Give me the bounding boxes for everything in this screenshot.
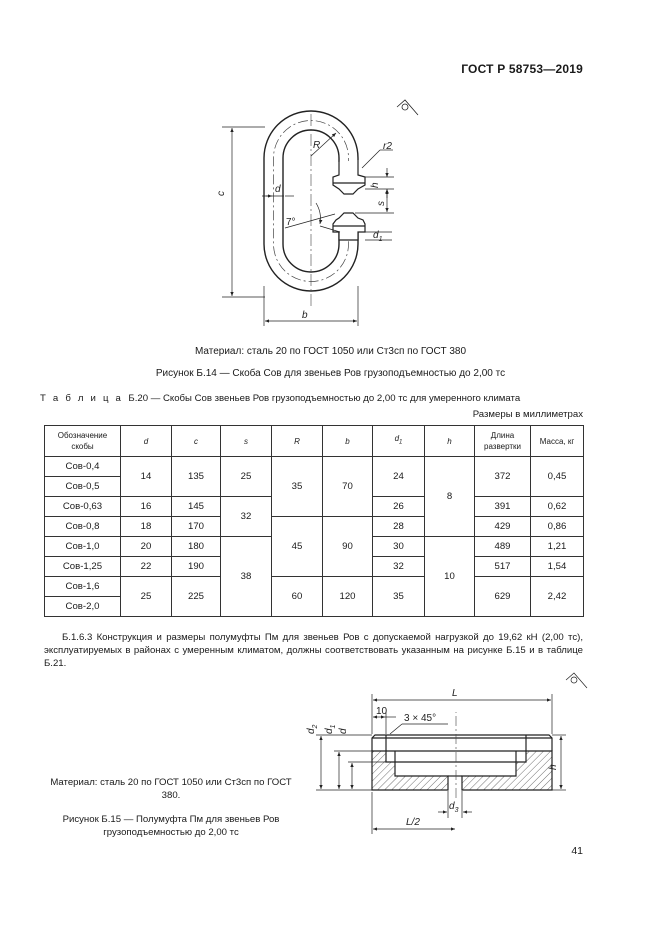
table-header-row <box>45 426 584 457</box>
table-row: Сов-1,6 25 225 60 120 35 629 2,42 <box>45 577 584 597</box>
dim-r2: r2 <box>383 141 392 152</box>
figure-b14-drawing <box>0 0 661 340</box>
dim-d1: $d_1$ <box>373 230 383 243</box>
figure-b15-material: Материал: сталь 20 по ГОСТ 1050 или Ст3сп по ГОСТ 380. <box>50 777 292 801</box>
table-b20 <box>44 425 584 617</box>
dim-angle: 7° <box>286 217 296 228</box>
dim-chamfer: 3 × 45° <box>404 713 437 724</box>
col-mass: Масса, кг <box>531 426 584 457</box>
dim-d: d <box>338 728 349 734</box>
dim-s: s <box>376 201 387 206</box>
table-row: Сов-0,5 <box>45 477 584 497</box>
dim-d1: $d_1$ <box>324 724 337 734</box>
figure-b14-material: Материал: сталь 20 по ГОСТ 1050 или Ст3сп по ГОСТ 380 <box>194 346 467 357</box>
dim-R: R <box>313 140 321 151</box>
table-row: Сов-0,63 16 145 32 26 391 0,62 <box>45 497 584 517</box>
table-row: Сов-0,8 18 170 45 90 28 429 0,86 <box>45 517 584 537</box>
dim-h: h <box>548 764 559 770</box>
dim-b: b <box>302 310 308 321</box>
figure-b14-caption: Рисунок Б.14 — Скоба Сов для звеньев Ров грузоподъемностью до 2,00 тс <box>155 368 506 379</box>
col-d: d <box>121 426 172 457</box>
dim-d: d <box>275 184 281 195</box>
dim-h: h <box>370 182 381 188</box>
col-c: c <box>172 426 221 457</box>
col-d1: $d_1$ <box>373 426 425 457</box>
figure-b15-caption: Рисунок Б.15 — Полумуфта Пм для звеньев Ров грузоподъемностью до 2,00 тс <box>62 814 280 838</box>
col-length: Длина развертки <box>475 426 531 457</box>
dim-d3: $d_3$ <box>449 801 459 814</box>
table-units: Размеры в миллиметрах <box>472 409 583 420</box>
figure-b15-drawing <box>290 672 600 847</box>
table-row: Сов-2,0 <box>45 597 584 617</box>
col-h: h <box>425 426 475 457</box>
page-number: 41 <box>571 845 583 857</box>
table-b20-title: Т а б л и ц а Б.20 — Скобы Сов звеньев Ров грузоподъемностью до 2,00 тс для умеренного климата <box>40 393 521 404</box>
table-row: Сов-0,4 14 135 25 35 70 24 8 372 0,45 <box>45 457 584 477</box>
col-s: s <box>221 426 272 457</box>
document-header: ГОСТ Р 58753—2019 <box>461 62 583 76</box>
dim-10: 10 <box>376 706 388 717</box>
col-designation: Обозначение скобы <box>45 426 121 457</box>
dim-c: c <box>216 191 227 196</box>
paragraph-b163: Б.1.6.3 Конструкция и размеры полумуфты Пм для звеньев Ров с допускаемой нагрузкой до 19,62 кН (2,00 тс), эксплуатируемых в районах с умеренным климатом, должны соответствовать указанным на рисунке Б.15 и в таблице Б.21. <box>44 632 583 669</box>
table-row: Сов-1,25 22 190 32 517 1,54 <box>45 557 584 577</box>
table-row: Сов-1,0 20 180 38 30 10 489 1,21 <box>45 537 584 557</box>
dim-L: L <box>452 688 458 699</box>
dim-d2: $d_2$ <box>306 724 319 734</box>
col-R: R <box>272 426 323 457</box>
dim-L-half: L/2 <box>406 817 420 828</box>
col-b: b <box>323 426 373 457</box>
